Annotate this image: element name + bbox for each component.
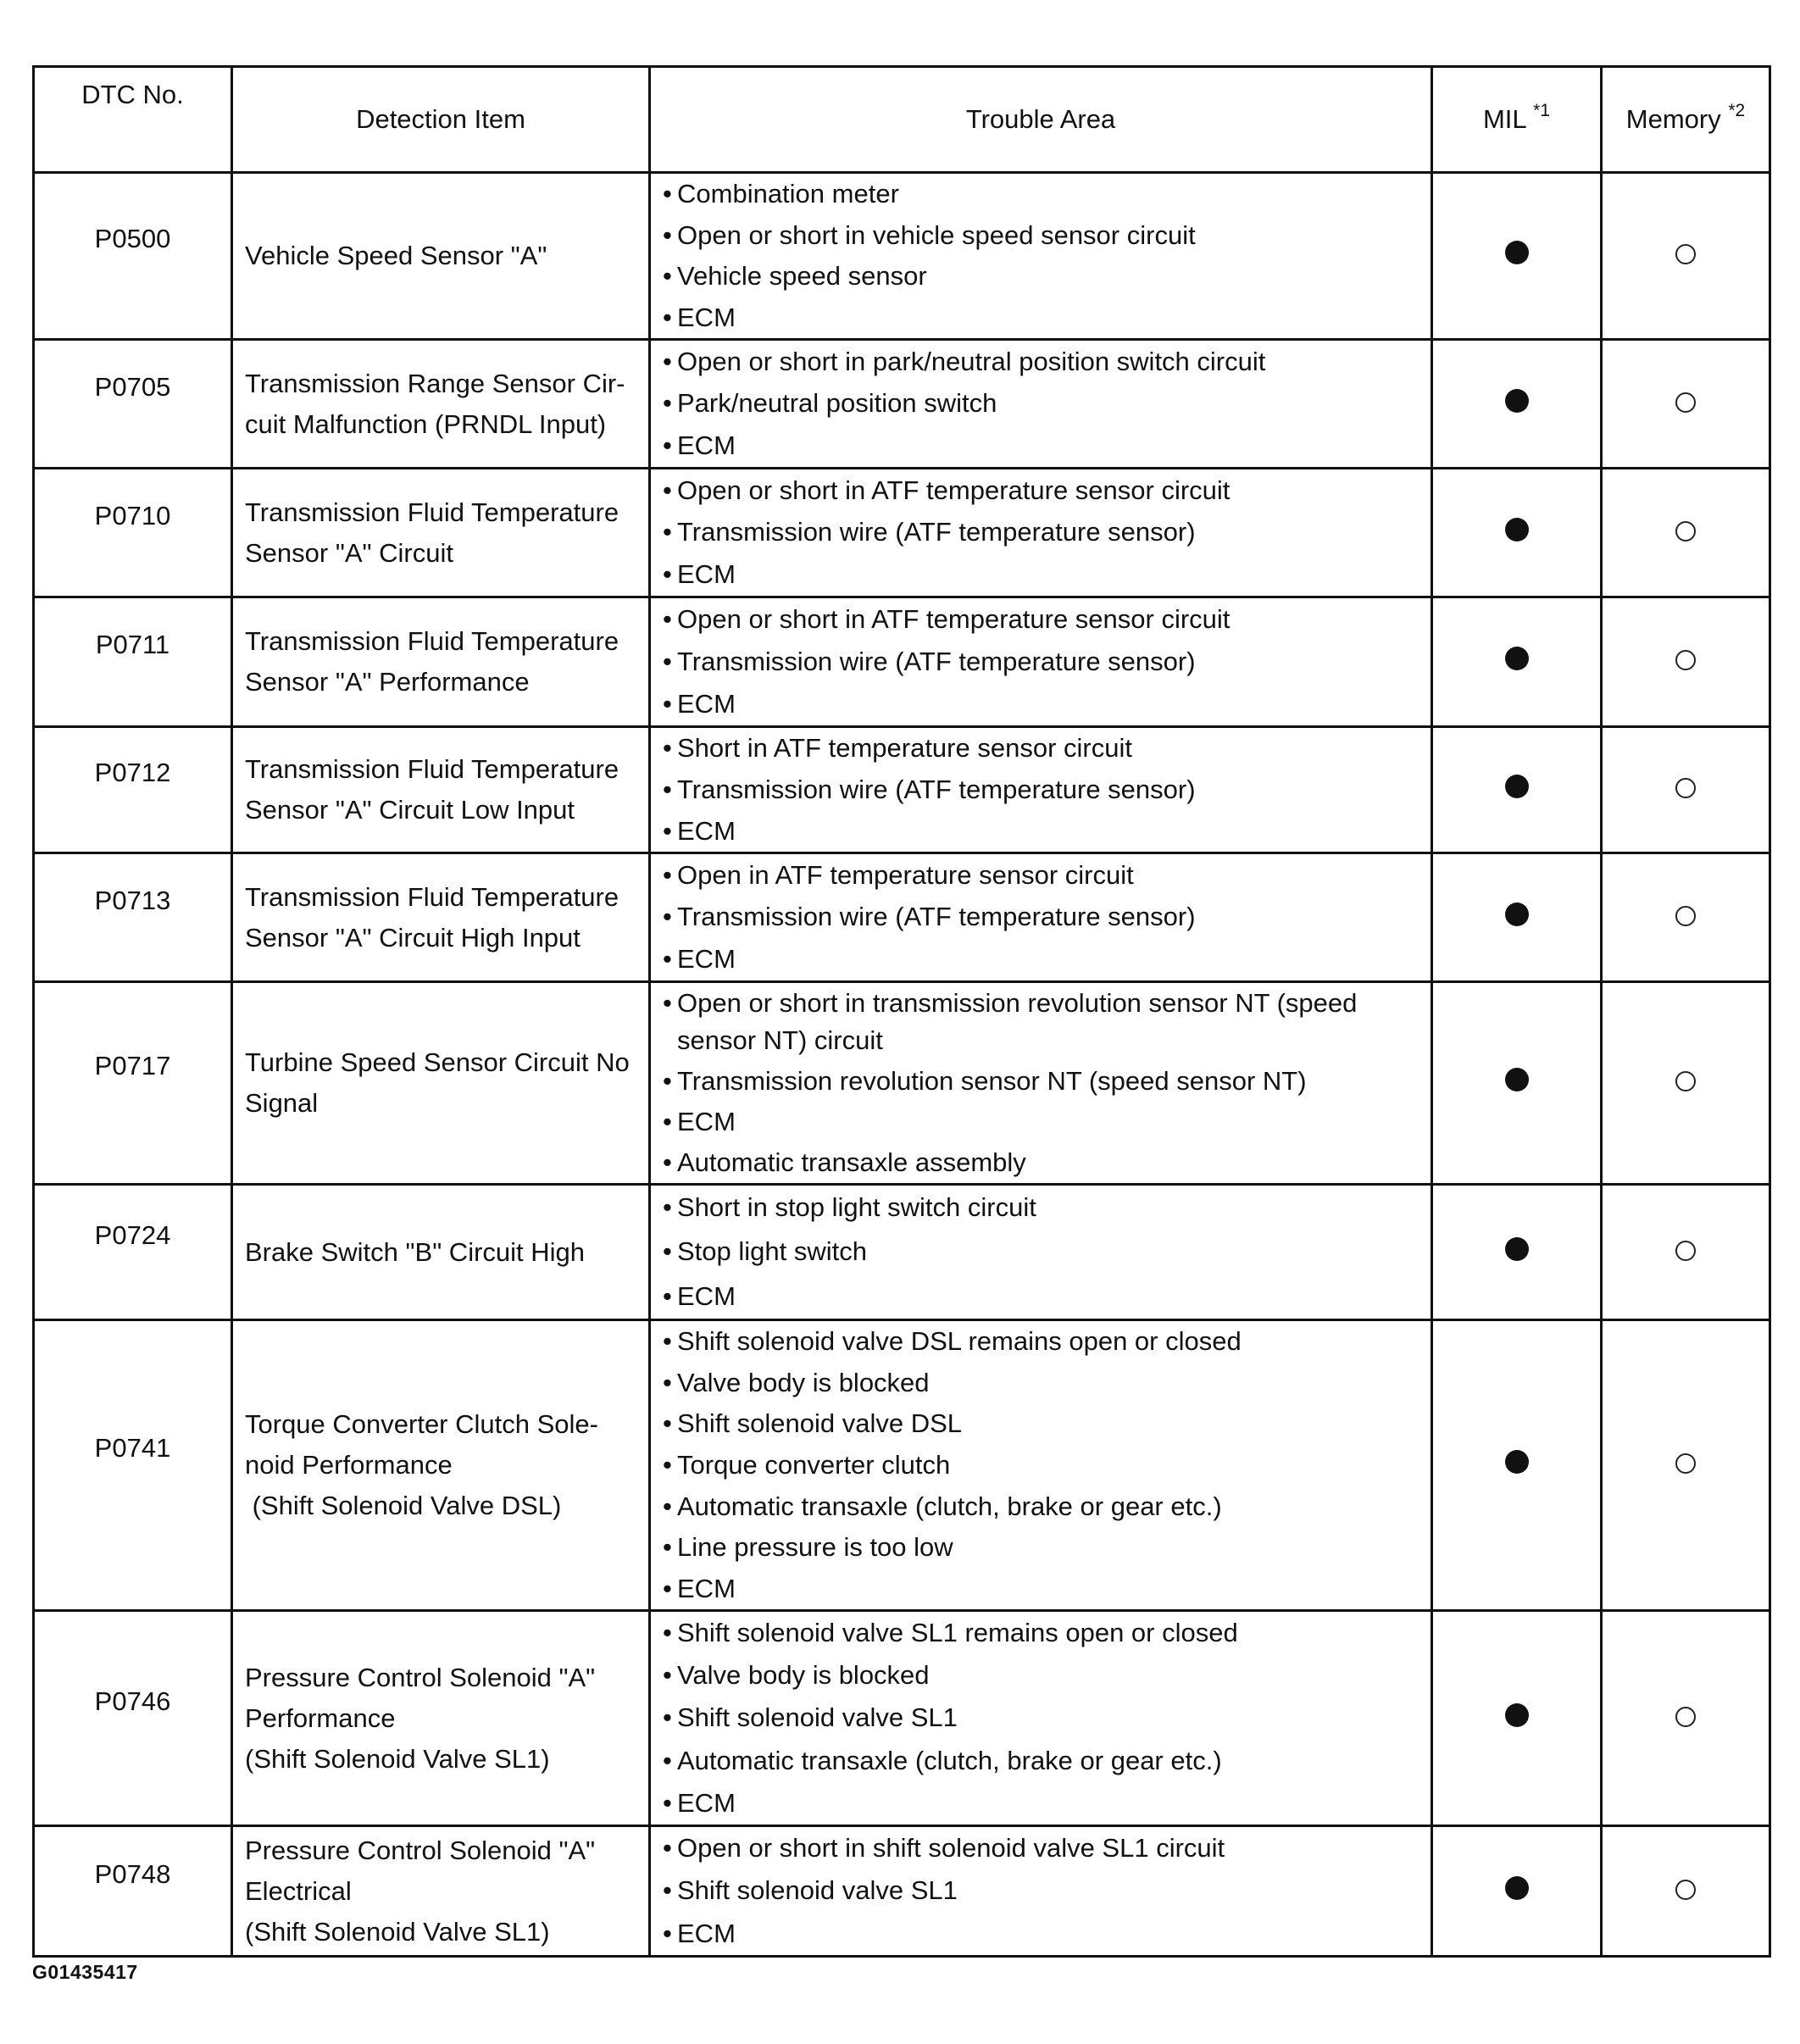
filled-circle-icon	[1505, 1703, 1529, 1727]
dtc-code: P0712	[34, 727, 232, 853]
bullet-icon: •	[663, 1367, 672, 1397]
trouble-text: Transmission wire (ATF temperature sensor)	[677, 517, 1196, 547]
figure-id: G01435417	[32, 1961, 138, 1983]
trouble-text: ECM	[677, 430, 736, 461]
detection-line: Transmission Range Sensor Cir-	[245, 368, 625, 398]
bullet-icon: •	[663, 859, 672, 890]
trouble-item	[663, 1742, 1420, 1780]
trouble-item	[663, 1278, 1420, 1315]
filled-circle-icon	[1505, 1876, 1529, 1900]
bullet-icon: •	[663, 517, 672, 547]
detection-line: Electrical	[245, 1875, 352, 1906]
trouble-text: Vehicle speed sensor	[677, 261, 927, 292]
trouble-text: Torque converter clutch	[677, 1449, 951, 1480]
table-row	[34, 982, 1770, 1185]
bullet-icon: •	[663, 604, 672, 634]
header-mil	[1432, 67, 1602, 173]
trouble-text: Open or short in vehicle speed sensor circuit	[677, 219, 1196, 250]
trouble-list	[663, 174, 1420, 338]
bullet-icon: •	[663, 1491, 672, 1521]
dtc-code: P0710	[34, 469, 232, 597]
bullet-icon: •	[663, 988, 672, 1018]
header-memory-note: *2	[1728, 101, 1746, 120]
trouble-text: Line pressure is too low	[677, 1532, 953, 1563]
trouble-item	[663, 385, 1420, 422]
open-circle-icon	[1675, 521, 1696, 542]
detection-line: Turbine Speed Sensor Circuit No	[245, 1047, 630, 1077]
trouble-text: Open or short in park/neutral position switch circuit	[677, 346, 1266, 376]
trouble-item	[663, 1915, 1420, 1952]
detection-line: Sensor "A" Circuit Low Input	[245, 795, 575, 825]
dtc-code: P0711	[34, 597, 232, 727]
filled-circle-icon	[1505, 1450, 1529, 1474]
trouble-area	[650, 727, 1432, 853]
open-circle-icon	[1675, 1241, 1696, 1261]
trouble-text: Combination meter	[677, 179, 899, 209]
detection-line: Pressure Control Solenoid "A"	[245, 1835, 596, 1865]
trouble-text: Open or short in ATF temperature sensor circuit	[677, 475, 1231, 505]
header-mil-note: *1	[1533, 101, 1550, 120]
bullet-icon: •	[663, 1745, 672, 1775]
memory-cell	[1602, 469, 1770, 597]
trouble-item	[663, 343, 1420, 380]
bullet-icon: •	[663, 1875, 672, 1906]
trouble-item	[663, 1488, 1420, 1525]
filled-circle-icon	[1505, 903, 1529, 926]
dtc-code: P0713	[34, 853, 232, 982]
trouble-area	[650, 1320, 1432, 1611]
memory-cell	[1602, 340, 1770, 469]
trouble-list	[663, 598, 1420, 725]
trouble-item	[663, 1699, 1420, 1736]
trouble-item	[663, 1144, 1420, 1181]
trouble-text: ECM	[677, 944, 736, 975]
bullet-icon: •	[663, 902, 672, 932]
dtc-code: P0500	[34, 173, 232, 340]
trouble-area	[650, 597, 1432, 727]
mil-cell	[1432, 727, 1602, 853]
trouble-text: Short in ATF temperature sensor circuit	[677, 733, 1132, 764]
memory-cell	[1602, 173, 1770, 340]
trouble-area	[650, 173, 1432, 340]
mil-cell	[1432, 340, 1602, 469]
trouble-area	[650, 1611, 1432, 1826]
dtc-table	[32, 65, 1771, 1958]
table-row	[34, 1185, 1770, 1320]
bullet-icon: •	[663, 346, 672, 376]
table-row	[34, 1826, 1770, 1957]
header-mil-label: MIL	[1482, 104, 1526, 134]
trouble-item	[663, 771, 1420, 808]
memory-cell	[1602, 1826, 1770, 1957]
detection-line: Pressure Control Solenoid "A"	[245, 1662, 596, 1692]
table-row	[34, 853, 1770, 982]
trouble-list	[663, 728, 1420, 852]
detection-item	[232, 340, 650, 469]
memory-cell	[1602, 853, 1770, 982]
trouble-area	[650, 469, 1432, 597]
bullet-icon: •	[663, 1618, 672, 1648]
filled-circle-icon	[1505, 389, 1529, 413]
trouble-item	[663, 1614, 1420, 1652]
trouble-list	[663, 469, 1420, 596]
memory-cell	[1602, 727, 1770, 853]
header-memory-label: Memory	[1625, 104, 1721, 134]
trouble-text: Open or short in ATF temperature sensor circuit	[677, 604, 1231, 634]
open-circle-icon	[1675, 1880, 1696, 1900]
trouble-text: ECM	[677, 1573, 736, 1603]
bullet-icon: •	[663, 1066, 672, 1096]
trouble-text: Transmission wire (ATF temperature sensor)	[677, 774, 1196, 804]
detection-line: Torque Converter Clutch Sole-	[245, 1409, 598, 1439]
detection-line: cuit Malfunction (PRNDL Input)	[245, 408, 607, 439]
trouble-item	[663, 686, 1420, 723]
trouble-item	[663, 813, 1420, 850]
bullet-icon: •	[663, 388, 672, 419]
bullet-icon: •	[663, 689, 672, 719]
bullet-icon: •	[663, 559, 672, 590]
header-row	[34, 67, 1770, 173]
detection-item	[232, 1185, 650, 1320]
trouble-text: Valve body is blocked	[677, 1367, 930, 1397]
detection-item	[232, 982, 650, 1185]
trouble-item	[663, 1323, 1420, 1360]
trouble-text: ECM	[677, 689, 736, 719]
trouble-item	[663, 857, 1420, 894]
dtc-code: P0705	[34, 340, 232, 469]
table-row	[34, 340, 1770, 469]
trouble-item	[663, 1189, 1420, 1226]
trouble-item	[663, 1447, 1420, 1484]
detection-item	[232, 727, 650, 853]
filled-circle-icon	[1505, 518, 1529, 542]
memory-cell	[1602, 1611, 1770, 1826]
detection-line: Transmission Fluid Temperature	[245, 626, 619, 656]
memory-cell	[1602, 1320, 1770, 1611]
trouble-item	[663, 730, 1420, 767]
trouble-text: Open or short in transmission revolution sensor NT (speed sensor NT) circuit	[677, 988, 1358, 1055]
trouble-text: Transmission revolution sensor NT (speed sensor NT)	[677, 1066, 1307, 1096]
memory-cell	[1602, 982, 1770, 1185]
trouble-item	[663, 1233, 1420, 1270]
bullet-icon: •	[663, 1787, 672, 1818]
trouble-text: Automatic transaxle assembly	[677, 1147, 1026, 1177]
trouble-item	[663, 1657, 1420, 1694]
bullet-icon: •	[663, 1280, 672, 1311]
trouble-area	[650, 1185, 1432, 1320]
mil-cell	[1432, 1320, 1602, 1611]
trouble-item	[663, 258, 1420, 295]
trouble-area	[650, 340, 1432, 469]
mil-cell	[1432, 1611, 1602, 1826]
trouble-item	[663, 1063, 1420, 1100]
open-circle-icon	[1675, 650, 1696, 670]
trouble-item	[663, 1103, 1420, 1141]
mil-cell	[1432, 1185, 1602, 1320]
detection-item	[232, 469, 650, 597]
trouble-text: Open or short in shift solenoid valve SL1 circuit	[677, 1833, 1225, 1863]
filled-circle-icon	[1505, 775, 1529, 798]
trouble-text: Transmission wire (ATF temperature sensor)	[677, 902, 1196, 932]
bullet-icon: •	[663, 815, 672, 846]
open-circle-icon	[1675, 1071, 1696, 1091]
memory-cell	[1602, 597, 1770, 727]
dtc-code: P0717	[34, 982, 232, 1185]
mil-cell	[1432, 853, 1602, 982]
trouble-list	[663, 1321, 1420, 1609]
filled-circle-icon	[1505, 1237, 1529, 1261]
trouble-list	[663, 854, 1420, 980]
bullet-icon: •	[663, 1408, 672, 1439]
trouble-text: ECM	[677, 1107, 736, 1136]
trouble-list	[663, 341, 1420, 467]
trouble-item	[663, 1785, 1420, 1822]
dtc-code: P0748	[34, 1826, 232, 1957]
trouble-item	[663, 601, 1420, 638]
trouble-area	[650, 982, 1432, 1185]
trouble-text: Shift solenoid valve SL1	[677, 1702, 958, 1733]
header-trouble: Trouble Area	[650, 67, 1432, 173]
mil-cell	[1432, 469, 1602, 597]
trouble-text: Short in stop light switch circuit	[677, 1192, 1036, 1223]
filled-circle-icon	[1505, 647, 1529, 670]
bullet-icon: •	[663, 1147, 672, 1177]
bullet-icon: •	[663, 219, 672, 250]
dtc-code: P0724	[34, 1185, 232, 1320]
trouble-text: Transmission wire (ATF temperature sensor)	[677, 647, 1196, 676]
mil-cell	[1432, 982, 1602, 1185]
table-body	[34, 173, 1770, 1957]
trouble-text: ECM	[677, 1787, 736, 1818]
table-row	[34, 1611, 1770, 1826]
trouble-item	[663, 217, 1420, 254]
header-dtc: DTC No.	[34, 67, 232, 173]
detection-line: Sensor "A" Circuit High Input	[245, 922, 581, 953]
trouble-text: Automatic transaxle (clutch, brake or gear etc.)	[677, 1745, 1222, 1775]
detection-line: noid Performance	[245, 1450, 453, 1480]
trouble-item	[663, 556, 1420, 593]
trouble-text: Valve body is blocked	[677, 1660, 930, 1691]
open-circle-icon	[1675, 1453, 1696, 1474]
bullet-icon: •	[663, 647, 672, 676]
bullet-icon: •	[663, 302, 672, 332]
bullet-icon: •	[663, 733, 672, 764]
detection-line: Transmission Fluid Temperature	[245, 881, 619, 912]
bullet-icon: •	[663, 1918, 672, 1948]
table-row	[34, 469, 1770, 597]
trouble-text: ECM	[677, 302, 736, 332]
table-row	[34, 597, 1770, 727]
trouble-text: ECM	[677, 1280, 736, 1311]
mil-cell	[1432, 597, 1602, 727]
detection-line: (Shift Solenoid Valve DSL)	[245, 1491, 562, 1520]
trouble-item	[663, 898, 1420, 936]
bullet-icon: •	[663, 179, 672, 209]
open-circle-icon	[1675, 244, 1696, 264]
detection-line: Transmission Fluid Temperature	[245, 754, 619, 784]
trouble-item	[663, 1364, 1420, 1402]
table-row	[34, 727, 1770, 853]
bullet-icon: •	[663, 1107, 672, 1136]
bullet-icon: •	[663, 1660, 672, 1691]
detection-line: (Shift Solenoid Valve SL1)	[245, 1916, 550, 1947]
bullet-icon: •	[663, 261, 672, 292]
trouble-item	[663, 175, 1420, 213]
detection-item	[232, 853, 650, 982]
header-detection: Detection Item	[232, 67, 650, 173]
open-circle-icon	[1675, 906, 1696, 926]
bullet-icon: •	[663, 944, 672, 975]
trouble-text: Shift solenoid valve SL1 remains open or closed	[677, 1618, 1238, 1648]
dtc-code: P0741	[34, 1320, 232, 1611]
trouble-item	[663, 299, 1420, 336]
trouble-item	[663, 941, 1420, 978]
trouble-text: Park/neutral position switch	[677, 388, 997, 419]
header-memory	[1602, 67, 1770, 173]
trouble-item	[663, 1529, 1420, 1566]
table-row	[34, 173, 1770, 340]
bullet-icon: •	[663, 1326, 672, 1357]
bullet-icon: •	[663, 1573, 672, 1603]
trouble-list	[663, 1186, 1420, 1319]
detection-line: Transmission Fluid Temperature	[245, 497, 619, 527]
trouble-list	[663, 983, 1420, 1183]
memory-cell	[1602, 1185, 1770, 1320]
trouble-item	[663, 1570, 1420, 1608]
mil-cell	[1432, 173, 1602, 340]
trouble-text: Shift solenoid valve DSL	[677, 1408, 963, 1439]
detection-item	[232, 1320, 650, 1611]
open-circle-icon	[1675, 1707, 1696, 1727]
bullet-icon: •	[663, 1833, 672, 1863]
trouble-text: Stop light switch	[677, 1236, 867, 1267]
bullet-icon: •	[663, 1236, 672, 1267]
bullet-icon: •	[663, 1192, 672, 1223]
trouble-area	[650, 1826, 1432, 1957]
bullet-icon: •	[663, 475, 672, 505]
filled-circle-icon	[1505, 1068, 1529, 1091]
trouble-text: ECM	[677, 815, 736, 846]
trouble-list	[663, 1612, 1420, 1825]
trouble-item	[663, 643, 1420, 680]
trouble-text: Automatic transaxle (clutch, brake or gear etc.)	[677, 1491, 1222, 1521]
detection-line: Performance	[245, 1702, 396, 1733]
trouble-text: Shift solenoid valve DSL remains open or closed	[677, 1326, 1242, 1357]
bullet-icon: •	[663, 1449, 672, 1480]
table-row	[34, 1320, 1770, 1611]
trouble-item	[663, 514, 1420, 551]
trouble-item	[663, 1830, 1420, 1867]
detection-line: Sensor "A" Circuit	[245, 537, 453, 568]
detection-line: Signal	[245, 1088, 319, 1118]
detection-item	[232, 1611, 650, 1826]
detection-item	[232, 1826, 650, 1957]
bullet-icon: •	[663, 430, 672, 461]
detection-line: Brake Switch "B" Circuit High	[245, 1236, 586, 1267]
trouble-area	[650, 853, 1432, 982]
trouble-item	[663, 1405, 1420, 1442]
trouble-text: ECM	[677, 1918, 736, 1948]
trouble-item	[663, 1872, 1420, 1909]
bullet-icon: •	[663, 774, 672, 804]
trouble-item	[663, 427, 1420, 464]
detection-line: Sensor "A" Performance	[245, 667, 530, 697]
detection-item	[232, 597, 650, 727]
detection-item	[232, 173, 650, 340]
bullet-icon: •	[663, 1702, 672, 1733]
dtc-code: P0746	[34, 1611, 232, 1826]
open-circle-icon	[1675, 392, 1696, 413]
trouble-text: Shift solenoid valve SL1	[677, 1875, 958, 1906]
detection-line: Vehicle Speed Sensor "A"	[245, 241, 547, 270]
trouble-text: ECM	[677, 559, 736, 590]
trouble-item	[663, 985, 1420, 1059]
trouble-item	[663, 472, 1420, 509]
trouble-list	[663, 1827, 1420, 1955]
detection-line: (Shift Solenoid Valve SL1)	[245, 1743, 550, 1774]
bullet-icon: •	[663, 1532, 672, 1563]
mil-cell	[1432, 1826, 1602, 1957]
trouble-text: Open in ATF temperature sensor circuit	[677, 859, 1134, 890]
filled-circle-icon	[1505, 241, 1529, 264]
open-circle-icon	[1675, 778, 1696, 798]
